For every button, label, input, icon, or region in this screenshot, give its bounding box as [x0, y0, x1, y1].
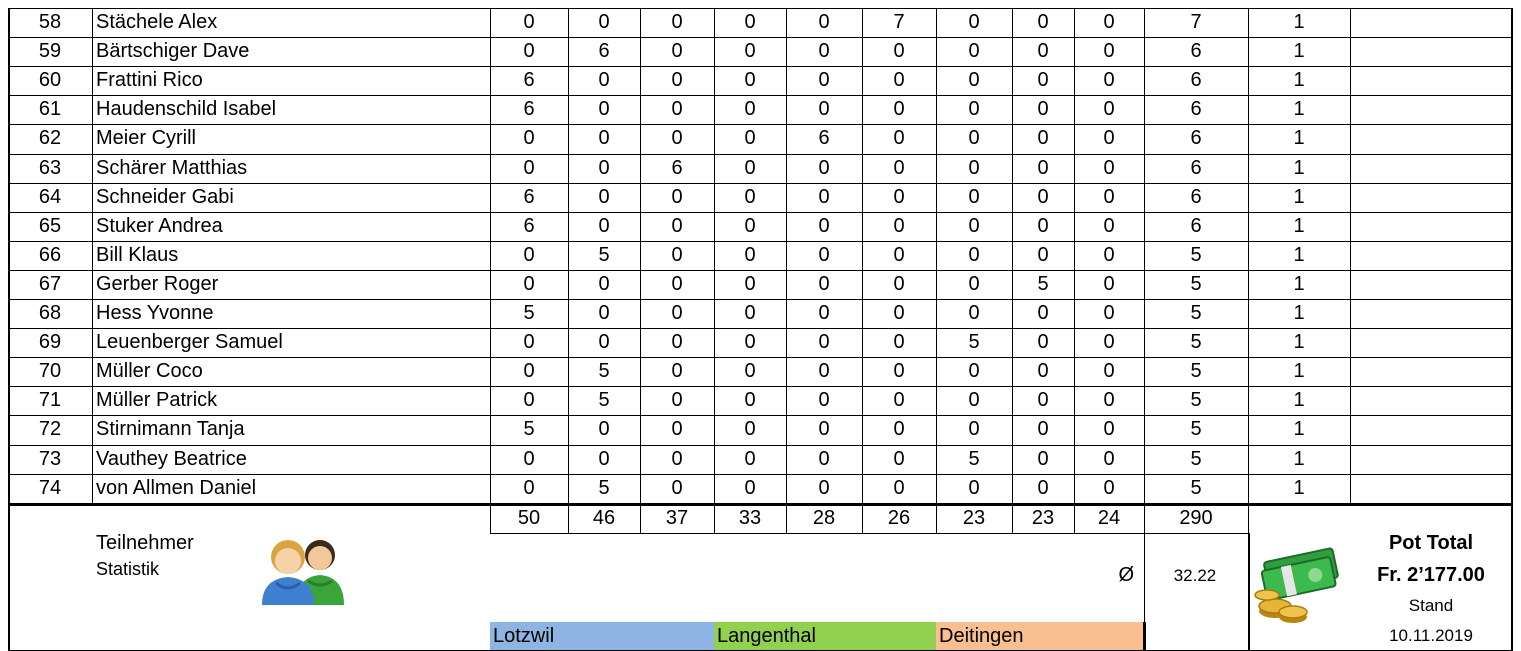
score-cell: 0	[818, 418, 830, 441]
score-cell: 0	[968, 243, 980, 266]
total-cell: 7	[1190, 11, 1202, 33]
score-cell: 0	[1037, 127, 1049, 150]
legend-lotzwil: Lotzwil	[490, 622, 714, 651]
score-cell: 0	[818, 11, 830, 33]
count-cell: 1	[1293, 360, 1305, 383]
count-cell: 1	[1293, 185, 1305, 208]
score-cell: 0	[968, 98, 980, 121]
rank-cell: 69	[38, 331, 62, 354]
score-cell: 0	[1037, 476, 1049, 499]
total-cell: 5	[1190, 360, 1202, 383]
score-cell: 5	[598, 476, 610, 499]
participants-cell: 23	[962, 506, 986, 529]
score-cell: 0	[598, 418, 610, 441]
score-cell: 0	[744, 447, 756, 470]
grid-vline	[568, 8, 569, 503]
score-cell: 0	[818, 40, 830, 63]
score-cell: 0	[744, 389, 756, 412]
score-cell: 6	[523, 69, 535, 92]
grid-hline	[8, 241, 1512, 242]
score-cell: 0	[968, 302, 980, 324]
score-cell: 0	[744, 214, 756, 237]
score-cell: 0	[671, 447, 683, 470]
grid-hline	[8, 299, 1512, 300]
average-symbol: Ø	[1118, 564, 1134, 586]
score-cell: 0	[671, 272, 683, 295]
grid-vline	[92, 8, 93, 503]
score-cell: 0	[968, 69, 980, 92]
score-cell: 0	[893, 40, 905, 63]
total-cell: 5	[1190, 476, 1202, 499]
name-cell: Müller Patrick	[96, 389, 218, 412]
grid-vline	[1012, 503, 1013, 533]
score-cell: 0	[818, 243, 830, 266]
score-cell: 0	[744, 302, 756, 324]
grid-vline	[1350, 8, 1351, 503]
grid-vline	[8, 503, 10, 651]
score-cell: 0	[744, 156, 756, 179]
score-cell: 0	[598, 98, 610, 121]
score-cell: 0	[744, 418, 756, 441]
count-cell: 1	[1293, 389, 1305, 412]
grid-vline	[1248, 533, 1250, 651]
score-cell: 0	[523, 272, 535, 295]
name-cell: Vauthey Beatrice	[96, 447, 247, 470]
score-cell: 0	[1103, 447, 1115, 470]
grid-hline	[8, 270, 1512, 271]
score-cell: 7	[893, 11, 905, 33]
score-cell: 0	[893, 447, 905, 470]
score-cell: 0	[671, 302, 683, 324]
count-cell: 1	[1293, 11, 1305, 33]
score-cell: 0	[744, 11, 756, 33]
score-cell: 0	[893, 360, 905, 383]
score-cell: 5	[523, 302, 535, 324]
grid-vline	[1511, 8, 1513, 503]
grid-hline	[8, 474, 1512, 475]
score-cell: 0	[818, 98, 830, 121]
score-cell: 0	[1037, 447, 1049, 470]
participants-total-cell: 290	[1179, 506, 1213, 529]
pot-stand-label: Stand	[1408, 596, 1454, 615]
score-cell: 6	[818, 127, 830, 150]
score-cell: 0	[893, 476, 905, 499]
score-cell: 0	[671, 331, 683, 354]
name-cell: Hess Yvonne	[96, 302, 214, 324]
grid-hline	[8, 183, 1512, 184]
score-cell: 0	[1103, 360, 1115, 383]
summary-label-line2: Statistik	[96, 559, 160, 579]
name-cell: Schärer Matthias	[96, 156, 248, 179]
participants-cell: 24	[1097, 506, 1121, 529]
score-cell: 0	[818, 476, 830, 499]
grid-hline	[8, 415, 1512, 416]
participants-cell: 37	[665, 506, 689, 529]
count-cell: 1	[1293, 98, 1305, 121]
score-cell: 0	[1103, 11, 1115, 33]
score-cell: 0	[671, 11, 683, 33]
score-cell: 0	[893, 127, 905, 150]
grid-vline	[936, 8, 937, 503]
score-cell: 0	[893, 156, 905, 179]
grid-vline	[1074, 8, 1075, 503]
people-icon	[258, 535, 348, 605]
score-cell: 0	[893, 389, 905, 412]
count-cell: 1	[1293, 476, 1305, 499]
participants-cell: 46	[592, 506, 616, 529]
grid-vline	[640, 8, 641, 503]
grid-hline	[8, 386, 1512, 387]
name-cell: Müller Coco	[96, 360, 203, 383]
pot-date: 10.11.2019	[1389, 626, 1473, 645]
pot-amount: Fr. 2’177.00	[1377, 564, 1485, 586]
score-cell: 0	[523, 156, 535, 179]
rank-cell: 58	[38, 11, 62, 33]
grid-vline	[936, 503, 937, 533]
score-cell: 0	[1103, 98, 1115, 121]
score-cell: 0	[598, 127, 610, 150]
score-cell: 0	[1037, 98, 1049, 121]
rank-cell: 74	[38, 476, 62, 499]
score-cell: 0	[818, 331, 830, 354]
score-cell: 6	[523, 185, 535, 208]
rank-cell: 72	[38, 418, 62, 441]
score-cell: 0	[893, 214, 905, 237]
summary-label-line1: Teilnehmer	[96, 532, 194, 554]
grid-vline	[1144, 8, 1145, 503]
grid-vline	[1511, 503, 1513, 651]
grid-hline	[8, 95, 1512, 96]
name-cell: Frattini Rico	[96, 69, 203, 92]
legend-langenthal: Langenthal	[714, 622, 936, 651]
grid-hline	[8, 66, 1512, 67]
score-cell: 6	[523, 214, 535, 237]
score-cell: 0	[818, 389, 830, 412]
total-cell: 6	[1190, 40, 1202, 63]
grid-vline	[1143, 622, 1146, 651]
score-cell: 5	[598, 360, 610, 383]
score-cell: 0	[598, 156, 610, 179]
score-cell: 0	[598, 302, 610, 324]
score-cell: 0	[968, 156, 980, 179]
count-cell: 1	[1293, 69, 1305, 92]
grid-hline	[8, 503, 1512, 506]
grid-vline	[786, 503, 787, 533]
participants-cell: 23	[1031, 506, 1055, 529]
score-cell: 0	[1037, 302, 1049, 324]
rank-cell: 62	[38, 127, 62, 150]
count-cell: 1	[1293, 156, 1305, 179]
name-cell: Stächele Alex	[96, 11, 218, 33]
score-cell: 0	[1037, 418, 1049, 441]
score-cell: 5	[968, 331, 980, 354]
score-cell: 0	[744, 243, 756, 266]
total-cell: 6	[1190, 156, 1202, 179]
total-cell: 5	[1190, 243, 1202, 266]
rank-cell: 73	[38, 447, 62, 470]
score-cell: 0	[744, 98, 756, 121]
grid-vline	[490, 503, 491, 533]
score-cell: 0	[523, 11, 535, 33]
total-cell: 5	[1190, 389, 1202, 412]
score-cell: 0	[818, 360, 830, 383]
participants-cell: 50	[517, 506, 541, 529]
rank-cell: 67	[38, 272, 62, 295]
score-cell: 0	[1103, 243, 1115, 266]
score-cell: 0	[523, 243, 535, 266]
score-cell: 0	[598, 447, 610, 470]
average-value: 32.22	[1173, 566, 1217, 585]
legend-deitingen: Deitingen	[936, 622, 1144, 651]
score-cell: 0	[598, 69, 610, 92]
score-cell: 0	[1037, 185, 1049, 208]
count-cell: 1	[1293, 40, 1305, 63]
score-cell: 0	[523, 127, 535, 150]
score-cell: 0	[598, 185, 610, 208]
score-cell: 0	[671, 69, 683, 92]
grid-hline	[490, 533, 1248, 534]
score-cell: 0	[1037, 360, 1049, 383]
count-cell: 1	[1293, 127, 1305, 150]
name-cell: Leuenberger Samuel	[96, 331, 283, 354]
grid-vline	[1248, 503, 1249, 533]
score-cell: 0	[968, 127, 980, 150]
score-cell: 0	[893, 98, 905, 121]
grid-vline	[1144, 503, 1145, 533]
grid-vline	[862, 503, 863, 533]
count-cell: 1	[1293, 214, 1305, 237]
score-cell: 0	[893, 331, 905, 354]
score-cell: 0	[1103, 389, 1115, 412]
rank-cell: 60	[38, 69, 62, 92]
score-cell: 0	[671, 243, 683, 266]
score-cell: 0	[671, 389, 683, 412]
grid-vline	[786, 8, 787, 503]
score-cell: 0	[744, 185, 756, 208]
score-cell: 0	[744, 40, 756, 63]
score-cell: 0	[893, 418, 905, 441]
score-cell: 0	[1103, 156, 1115, 179]
grid-hline	[8, 37, 1512, 38]
total-cell: 6	[1190, 69, 1202, 92]
score-cell: 0	[598, 272, 610, 295]
score-cell: 0	[1037, 40, 1049, 63]
grid-hline	[8, 328, 1512, 329]
score-cell: 0	[1037, 243, 1049, 266]
score-cell: 0	[671, 214, 683, 237]
participants-cell: 33	[738, 506, 762, 529]
ranking-sheet	[8, 8, 1512, 651]
score-cell: 6	[523, 98, 535, 121]
score-cell: 0	[744, 360, 756, 383]
score-cell: 0	[744, 272, 756, 295]
grid-vline	[1248, 8, 1249, 503]
name-cell: Stirnimann Tanja	[96, 418, 245, 441]
score-cell: 0	[598, 11, 610, 33]
score-cell: 0	[671, 185, 683, 208]
score-cell: 0	[671, 127, 683, 150]
count-cell: 1	[1293, 418, 1305, 441]
score-cell: 0	[968, 360, 980, 383]
score-cell: 0	[671, 98, 683, 121]
score-cell: 0	[1103, 127, 1115, 150]
score-cell: 0	[523, 389, 535, 412]
total-cell: 5	[1190, 447, 1202, 470]
count-cell: 1	[1293, 272, 1305, 295]
grid-vline	[1012, 8, 1013, 503]
rank-cell: 66	[38, 243, 62, 266]
score-cell: 0	[968, 476, 980, 499]
grid-vline	[1074, 503, 1075, 533]
score-cell: 0	[744, 476, 756, 499]
score-cell: 0	[818, 69, 830, 92]
score-cell: 0	[1103, 40, 1115, 63]
score-cell: 0	[1103, 476, 1115, 499]
score-cell: 0	[968, 11, 980, 33]
score-cell: 0	[893, 243, 905, 266]
score-cell: 5	[523, 418, 535, 441]
rank-cell: 63	[38, 156, 62, 179]
grid-hline	[8, 8, 1512, 9]
name-cell: Meier Cyrill	[96, 127, 196, 150]
rank-cell: 71	[38, 389, 62, 412]
score-cell: 0	[818, 302, 830, 324]
grid-vline	[568, 503, 569, 533]
score-cell: 0	[818, 272, 830, 295]
name-cell: Schneider Gabi	[96, 185, 234, 208]
money-icon	[1253, 545, 1343, 625]
count-cell: 1	[1293, 302, 1305, 324]
grid-vline	[714, 503, 715, 533]
name-cell: Gerber Roger	[96, 272, 219, 295]
grid-vline	[862, 8, 863, 503]
score-cell: 0	[598, 214, 610, 237]
grid-hline	[8, 212, 1512, 213]
score-cell: 0	[1103, 69, 1115, 92]
score-cell: 0	[968, 214, 980, 237]
score-cell: 0	[893, 272, 905, 295]
score-cell: 0	[671, 418, 683, 441]
rank-cell: 59	[38, 40, 62, 63]
score-cell: 0	[1103, 418, 1115, 441]
count-cell: 1	[1293, 331, 1305, 354]
score-cell: 0	[893, 302, 905, 324]
grid-hline	[8, 445, 1512, 446]
score-cell: 0	[744, 127, 756, 150]
score-cell: 0	[523, 476, 535, 499]
score-cell: 0	[598, 331, 610, 354]
score-cell: 0	[1037, 331, 1049, 354]
total-cell: 5	[1190, 418, 1202, 441]
total-cell: 5	[1190, 272, 1202, 295]
name-cell: Haudenschild Isabel	[96, 98, 277, 121]
rank-cell: 65	[38, 214, 62, 237]
score-cell: 0	[1103, 331, 1115, 354]
score-cell: 0	[744, 69, 756, 92]
score-cell: 0	[968, 185, 980, 208]
score-cell: 0	[818, 447, 830, 470]
score-cell: 0	[523, 331, 535, 354]
grid-vline	[640, 503, 641, 533]
name-cell: von Allmen Daniel	[96, 476, 257, 499]
score-cell: 0	[523, 360, 535, 383]
score-cell: 0	[1103, 302, 1115, 324]
pot-title: Pot Total	[1388, 532, 1474, 554]
rank-cell: 64	[38, 185, 62, 208]
score-cell: 0	[523, 447, 535, 470]
total-cell: 5	[1190, 331, 1202, 354]
score-cell: 0	[893, 69, 905, 92]
score-cell: 0	[818, 214, 830, 237]
score-cell: 0	[1103, 272, 1115, 295]
score-cell: 0	[671, 40, 683, 63]
score-cell: 0	[1037, 69, 1049, 92]
score-cell: 0	[893, 185, 905, 208]
participants-cell: 26	[887, 506, 911, 529]
score-cell: 6	[598, 40, 610, 63]
score-cell: 0	[1103, 185, 1115, 208]
score-cell: 5	[1037, 272, 1049, 295]
name-cell: Stuker Andrea	[96, 214, 223, 237]
name-cell: Bill Klaus	[96, 243, 179, 266]
total-cell: 6	[1190, 214, 1202, 237]
grid-hline	[8, 357, 1512, 358]
score-cell: 0	[671, 360, 683, 383]
count-cell: 1	[1293, 447, 1305, 470]
score-cell: 0	[1037, 389, 1049, 412]
rank-cell: 68	[38, 302, 62, 324]
grid-hline	[8, 124, 1512, 125]
rank-cell: 70	[38, 360, 62, 383]
count-cell: 1	[1293, 243, 1305, 266]
score-cell: 0	[818, 156, 830, 179]
score-cell: 0	[1037, 214, 1049, 237]
score-cell: 0	[968, 40, 980, 63]
score-cell: 0	[744, 331, 756, 354]
score-cell: 0	[1103, 214, 1115, 237]
grid-vline	[714, 8, 715, 503]
score-cell: 0	[1037, 156, 1049, 179]
total-cell: 5	[1190, 302, 1202, 324]
name-cell: Bärtschiger Dave	[96, 40, 250, 63]
total-cell: 6	[1190, 127, 1202, 150]
score-cell: 6	[671, 156, 683, 179]
score-cell: 0	[968, 418, 980, 441]
score-cell: 0	[818, 185, 830, 208]
total-cell: 6	[1190, 185, 1202, 208]
grid-vline	[490, 8, 491, 503]
grid-vline	[8, 8, 10, 503]
participants-cell: 28	[812, 506, 836, 529]
score-cell: 5	[968, 447, 980, 470]
score-cell: 0	[1037, 11, 1049, 33]
score-cell: 5	[598, 389, 610, 412]
score-cell: 0	[523, 40, 535, 63]
score-cell: 0	[671, 476, 683, 499]
rank-cell: 61	[38, 98, 62, 121]
grid-hline	[8, 154, 1512, 155]
total-cell: 6	[1190, 98, 1202, 121]
score-cell: 5	[598, 243, 610, 266]
score-cell: 0	[968, 389, 980, 412]
score-cell: 0	[968, 272, 980, 295]
